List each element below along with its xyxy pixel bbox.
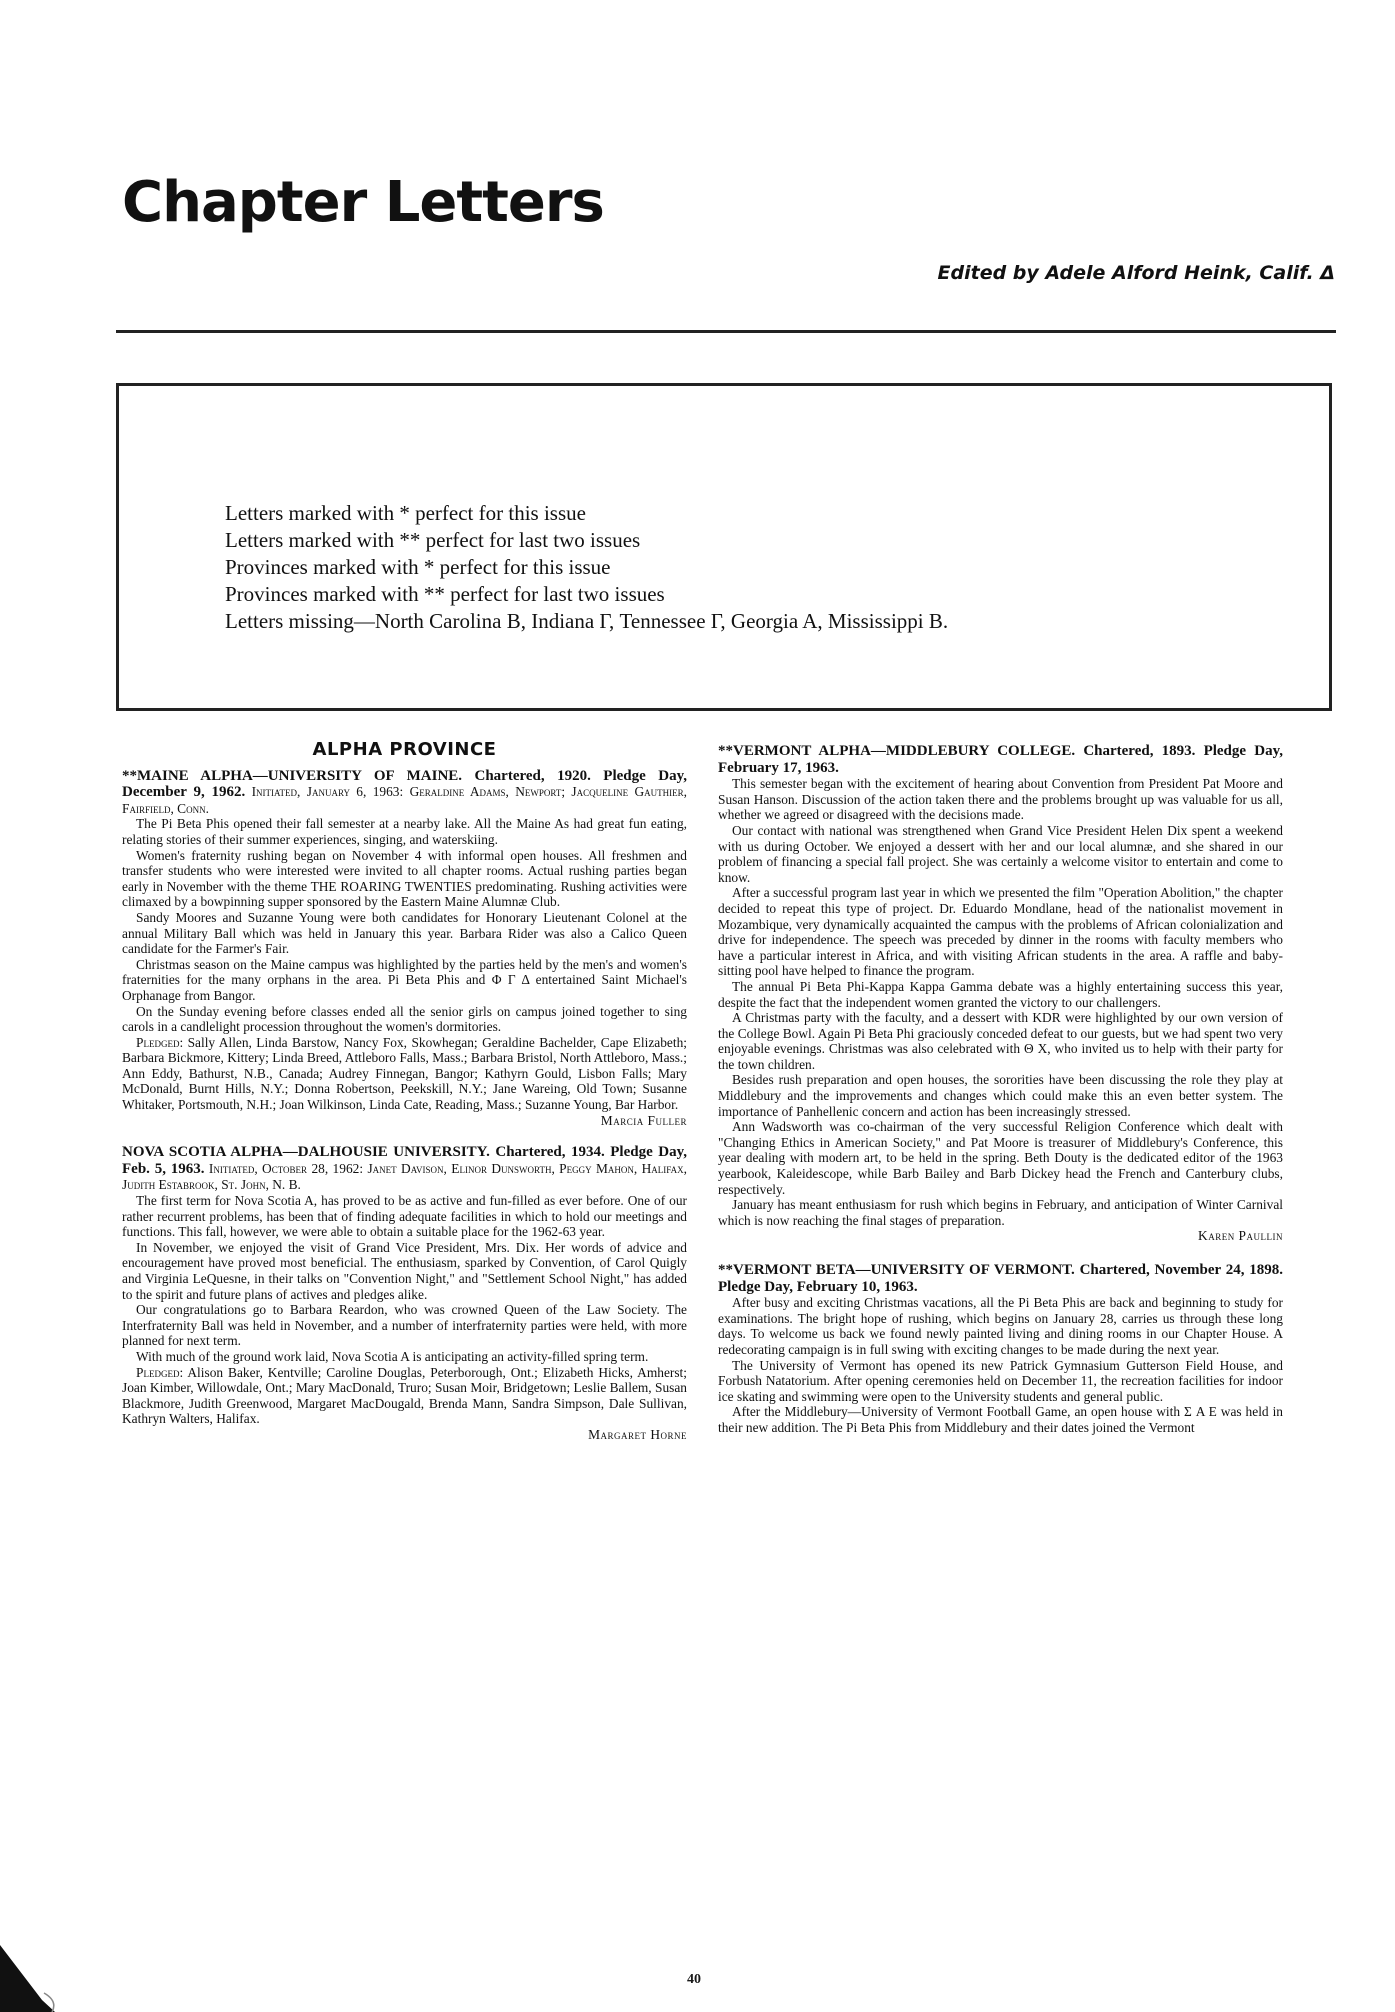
paragraph: A Christmas party with the faculty, and a dessert with KDR were highlighted by our own version of the College Bowl. Again Pi Beta Phi graciously conceded defeat to our guests, but we had spent two very enjoyable evenings. Christmas was also celebrated with Θ X, who invited us to help with their party for the town children. xyxy=(718,1010,1283,1072)
left-column xyxy=(122,739,688,1459)
page-title: Chapter Letters xyxy=(122,170,604,235)
province-heading: ALPHA PROVINCE xyxy=(312,739,497,760)
paragraph: Sandy Moores and Suzanne Young were both candidates for Honorary Lieutenant Colonel at the annual Military Ball which was held in January this year. Barbara Rider was also a Calico Queen candidate for the Farmer's Fair. xyxy=(122,909,687,957)
paragraph: The University of Vermont has opened its new Patrick Gymnasium Gutterson Field House, and Forbush Natatorium. After opening ceremonies held on December 11, the recreation facilities for indoor ice skating and swimming were open to the University students and general public. xyxy=(718,1357,1283,1404)
legend-line: Provinces marked with * perfect for this issue xyxy=(225,555,611,579)
paragraph: This semester began with the excitement of hearing about Convention from President Pat Moore and Susan Hanson. Discussion of the action taken there and the problems brought up was valuable for us all, whether we agreed or disagreed with the decisions made. xyxy=(718,776,1283,823)
legend-line: Letters marked with ** perfect for last two issues xyxy=(225,528,641,552)
paragraph: On the Sunday evening before classes ended all the senior girls on campus joined together to sing carols in a candlelight procession throughout the women's dormitories. xyxy=(122,1003,687,1035)
paragraph: Our contact with national was strengthened when Grand Vice President Helen Dix spent a weekend with us during October. We enjoyed a dessert with her and our local alumnæ, and she shared in our problem of financing a special fall project. She was certainly a welcome visitor to entertain and come to know. xyxy=(718,822,1283,885)
corner-scan-mark xyxy=(0,1905,60,2012)
signature: Margaret Horne xyxy=(588,1426,687,1442)
paragraph: January has meant enthusiasm for rush which begins in February, and anticipation of Winter Carnival which is now reaching the final stages of preparation. xyxy=(718,1197,1283,1228)
paragraph: Our congratulations go to Barbara Reardon, who was crowned Queen of the Law Society. The Interfraternity Ball was held in November, and a number of interfraternity parties were held, with more planned for next term. xyxy=(122,1302,687,1349)
signature: Karen Paullin xyxy=(1198,1228,1283,1244)
chapter-heading-vermont-beta: **VERMONT BETA—UNIVERSITY OF VERMONT. Chartered, November 24, 1898. Pledge Day, February 10, 1963. xyxy=(718,1262,1283,1295)
paragraph: After the Middlebury—University of Vermont Football Game, an open house with Σ A E was held in their new addition. The Pi Beta Phis from Middlebury and their dates joined the Vermont xyxy=(718,1404,1283,1435)
chapter-heading-maine: **MAINE ALPHA—UNIVERSITY OF MAINE. Chartered, 1920. Pledge Day, December 9, 1962. Initiated, January 6, 1963: Geraldine Adams, Newport; Jacqueline Gauthier, Fairfield, Conn. xyxy=(122,767,688,816)
right-column xyxy=(718,743,1283,1436)
paragraph: In November, we enjoyed the visit of Grand Vice President, Mrs. Dix. Her words of advice and encouragement have proved most beneficial. The enthusiasm, sparked by Convention, of Carol Quigly and Virginia LeQuesne, in their talks on "Convention Night," and "Settlement School Night," has added to the spirit and future plans of actives and pledges alike. xyxy=(122,1239,687,1302)
header-rule xyxy=(116,330,1336,333)
pledged-list: Pledged: Sally Allen, Linda Barstow, Nancy Fox, Skowhegan; Geraldine Bachelder, Cape Elizabeth; Barbara Bickmore, Kittery; Linda Breed, Attleboro Falls, Mass.; Barbara Bristol, North Attleboro, Mass.; Ann Eddy, Bathurst, N.B., Canada; Audrey Finnegan, Bangor; Kathyrn Gould, Lisbon Falls; Mary McDonald, Burnt Hills, N.Y.; Donna Robertson, Peekskill, N.Y.; Jane Wareing, Old Town; Susanne Whitaker, Portsmouth, N.H.; Joan Wilkinson, Linda Cate, Reading, Mass.; Suzanne Young, Bar Harbor. xyxy=(122,1034,687,1113)
paragraph: Besides rush preparation and open houses, the sororities have been discussing the role they play at Middlebury and the improvements and changes which could make this an even better system. The importance of Panhellenic concern and action has been increasingly stressed. xyxy=(718,1072,1283,1119)
paragraph: Ann Wadsworth was co-chairman of the very successful Religion Conference which dealt with "Changing Ethics in American Society," and Pat Moore is treasurer of Middlebury's Conference, this year dealing with modern art, to be held in the spring. Beth Douty is the dedicated editor of the 1963 yearbook, Kaleidescope, while Barb Bailey and Barb Dickey head the French and Canterbury clubs, respectively. xyxy=(718,1119,1283,1197)
legend-line: Letters marked with * perfect for this issue xyxy=(225,501,586,525)
legend xyxy=(225,500,948,635)
paragraph: After a successful program last year in which we presented the film "Operation Abolition," the chapter decided to repeat this type of project. Dr. Eduardo Mondlane, head of the nationalist movement in Mozambique, very dynamically acquainted the campus with the problems of African colonialization and drive for independence. The speech was preceded by dinner in the rooms with faculty members who have a particular interest in Africa, and with visiting African students in the area. A raffle and baby-sitting pool have helped to finance the program. xyxy=(718,885,1283,979)
paragraph: After busy and exciting Christmas vacations, all the Pi Beta Phis are back and beginning to study for examinations. The bright hope of rushing, which begins on January 28, carries us through these long days. To welcome us back we found newly painted living and dining rooms in our Chapter House. A redecorating campaign is in full swing with exciting changes to be made during the next year. xyxy=(718,1295,1283,1357)
signature: Marcia Fuller xyxy=(600,1112,687,1128)
paragraph: The Pi Beta Phis opened their fall semester at a nearby lake. All the Maine As had great fun eating, relating stories of their summer experiences, singing, and waterskiing. xyxy=(122,816,687,847)
paragraph: The annual Pi Beta Phi-Kappa Kappa Gamma debate was a highly entertaining success this year, despite the fact that the independent women granted the victory to our challengers. xyxy=(718,978,1283,1010)
legend-line: Provinces marked with ** perfect for last two issues xyxy=(225,582,665,606)
pledged-list: Pledged: Alison Baker, Kentville; Caroline Douglas, Peterborough, Ont.; Elizabeth Hicks, Amherst; Joan Kimber, Willowdale, Ont.; Mary MacDonald, Truro; Susan Moir, Bridgetown; Leslie Ballem, Susan Blackmore, Judith Greenwood, Margaret MacDougald, Brenda Mann, Sandra Simpson, Dale Sullivan, Kathryn Walters, Halifax. xyxy=(122,1364,688,1427)
legend-line: Letters missing—North Carolina B, Indiana Γ, Tennessee Γ, Georgia A, Mississippi B. xyxy=(225,609,949,633)
page-number: 40 xyxy=(687,1972,701,1987)
paragraph: Women's fraternity rushing began on November 4 with informal open houses. All freshmen and transfer students who were interested were invited to all chapter rooms. Actual rushing parties began early in November with the theme THE ROARING TWENTIES predominating. Rushing activities were climaxed by a bowpinning supper sponsored by the Eastern Maine Alumnæ Club. xyxy=(122,847,687,910)
chapter-heading-nova-scotia: NOVA SCOTIA ALPHA—DALHOUSIE UNIVERSITY. Chartered, 1934. Pledge Day, Feb. 5, 1963. Initiated, October 28, 1962: Janet Davison, Elinor Dunsworth, Peggy Mahon, Halifax, Judith Estabrook, St. John, N. B. xyxy=(122,1144,687,1193)
editor-byline: Edited by Adele Alford Heink, Calif. Δ xyxy=(937,262,1335,284)
chapter-heading-vermont-alpha: **VERMONT ALPHA—MIDDLEBURY COLLEGE. Chartered, 1893. Pledge Day, February 17, 1963. xyxy=(718,743,1283,776)
paragraph: The first term for Nova Scotia A, has proved to be as active and fun-filled as ever before. One of our rather recurrent problems, has been that of finding adequate facilities in which to hold our meetings and functions. This fall, however, we were able to obtain a suitable place for the 1962-63 year. xyxy=(122,1193,687,1240)
paragraph: With much of the ground work laid, Nova Scotia A is anticipating an activity-filled spring term. xyxy=(136,1348,649,1364)
paragraph: Christmas season on the Maine campus was highlighted by the parties held by the men's and women's fraternities for the many orphans in the area. Pi Beta Phis and Φ Γ Δ entertained Saint Michael's Orphanage from Bangor. xyxy=(122,956,687,1003)
